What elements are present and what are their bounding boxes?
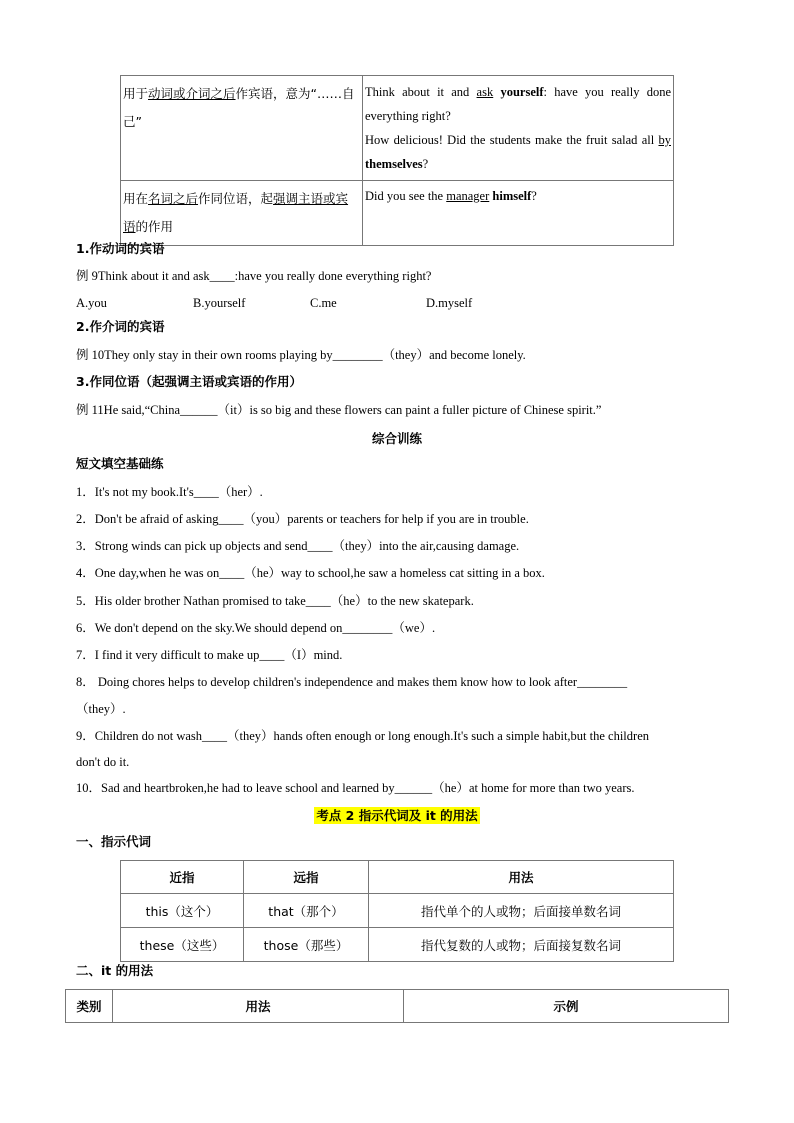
example-9: 例 9Think about it and ask____:have you really done everything right? bbox=[76, 269, 432, 283]
section-heading: 3.作同位语（起强调主语或宾语的作用） bbox=[76, 374, 302, 389]
header-cell: 类别 bbox=[66, 990, 113, 1023]
demonstrative-table bbox=[120, 860, 674, 962]
option-c: C.me bbox=[310, 296, 337, 310]
header-cell: 远指 bbox=[244, 861, 369, 894]
section-heading: 一、指示代词 bbox=[76, 834, 152, 849]
usage-cell bbox=[121, 76, 363, 181]
table-cell: these（这些） bbox=[121, 928, 244, 962]
list-item-continued: （they）. bbox=[76, 702, 126, 716]
practice-title: 综合训练 bbox=[371, 431, 422, 446]
option-a: A.you bbox=[76, 296, 107, 310]
list-item: 7．I find it very difficult to make up____（I）mind. bbox=[76, 648, 343, 662]
list-item: 3．Strong winds can pick up objects and send____（they）into the air,causing damage. bbox=[76, 539, 520, 553]
example-cell: Did you see the manager himself? bbox=[363, 181, 674, 246]
list-item: 5．His older brother Nathan promised to take____（he）to the new skatepark. bbox=[76, 594, 474, 608]
option-d: D.myself bbox=[426, 296, 473, 310]
table-cell: 指代单个的人或物；后面接单数名词 bbox=[369, 894, 674, 928]
list-item: 2．Don't be afraid of asking____（you）parents or teachers for help if you are in trouble. bbox=[76, 512, 529, 526]
list-item: 6．We don't depend on the sky.We should depend on________（we）. bbox=[76, 621, 436, 635]
section-heading: 二、it 的用法 bbox=[76, 963, 154, 978]
table-cell: 指代复数的人或物；后面接复数名词 bbox=[369, 928, 674, 962]
kaodian-heading-wrap bbox=[0, 806, 794, 824]
table-row bbox=[121, 928, 674, 962]
example-11: 例 11He said,“China______（it）is so big and these flowers can paint a fuller picture of Chinese spirit.” bbox=[76, 403, 602, 417]
kaodian-heading: 考点 2 指示代词及 it 的用法 bbox=[316, 808, 478, 823]
usage-text: 用于 bbox=[123, 86, 149, 101]
example-10: 例 10They only stay in their own rooms playing by________（they）and become lonely. bbox=[76, 348, 526, 362]
usage-underline: 动词或介词之后 bbox=[148, 86, 236, 101]
table-header-row bbox=[66, 990, 729, 1023]
list-item: 9．Children do not wash____（they）hands often enough or long enough.It's such a simple habit,but the children bbox=[76, 729, 649, 743]
list-item-continued: don't do it. bbox=[76, 755, 130, 769]
table-cell: those（那些） bbox=[244, 928, 369, 962]
header-cell: 用法 bbox=[113, 990, 404, 1023]
header-cell: 近指 bbox=[121, 861, 244, 894]
it-usage-table bbox=[65, 989, 729, 1023]
usage-cell: 用在名词之后作同位语，起强调主语或宾语的作用 bbox=[121, 181, 363, 246]
table-row bbox=[121, 181, 674, 246]
option-b: B.yourself bbox=[193, 296, 246, 310]
practice-subtitle: 短文填空基础练 bbox=[76, 456, 164, 471]
table-row bbox=[121, 894, 674, 928]
example-line: Think about it and ask yourself: have you really done everything right? bbox=[365, 85, 672, 123]
list-item: 1．It's not my book.It's____（her）. bbox=[76, 485, 263, 499]
section-heading: 2.作介词的宾语 bbox=[76, 319, 165, 334]
header-cell: 示例 bbox=[404, 990, 729, 1023]
section-heading: 1.作动词的宾语 bbox=[76, 241, 165, 256]
table-row bbox=[121, 76, 674, 181]
header-cell: 用法 bbox=[369, 861, 674, 894]
table-cell: that（那个） bbox=[244, 894, 369, 928]
table-cell: this（这个） bbox=[121, 894, 244, 928]
table-header-row bbox=[121, 861, 674, 894]
example-cell bbox=[363, 76, 674, 181]
list-item: 10．Sad and heartbroken,he had to leave school and learned by______（he）at home for more than two years. bbox=[76, 781, 635, 795]
reflexive-usage-table bbox=[120, 75, 674, 246]
usage-text: 作宾语，意为“……自己” bbox=[123, 86, 355, 129]
list-item: 8． Doing chores helps to develop children's independence and makes them know how to look after________ bbox=[76, 675, 628, 689]
list-item: 4．One day,when he was on____（he）way to school,he saw a homeless cat sitting in a box. bbox=[76, 566, 545, 580]
example-line: How delicious! Did the students make the fruit salad all by themselves? bbox=[365, 133, 671, 171]
